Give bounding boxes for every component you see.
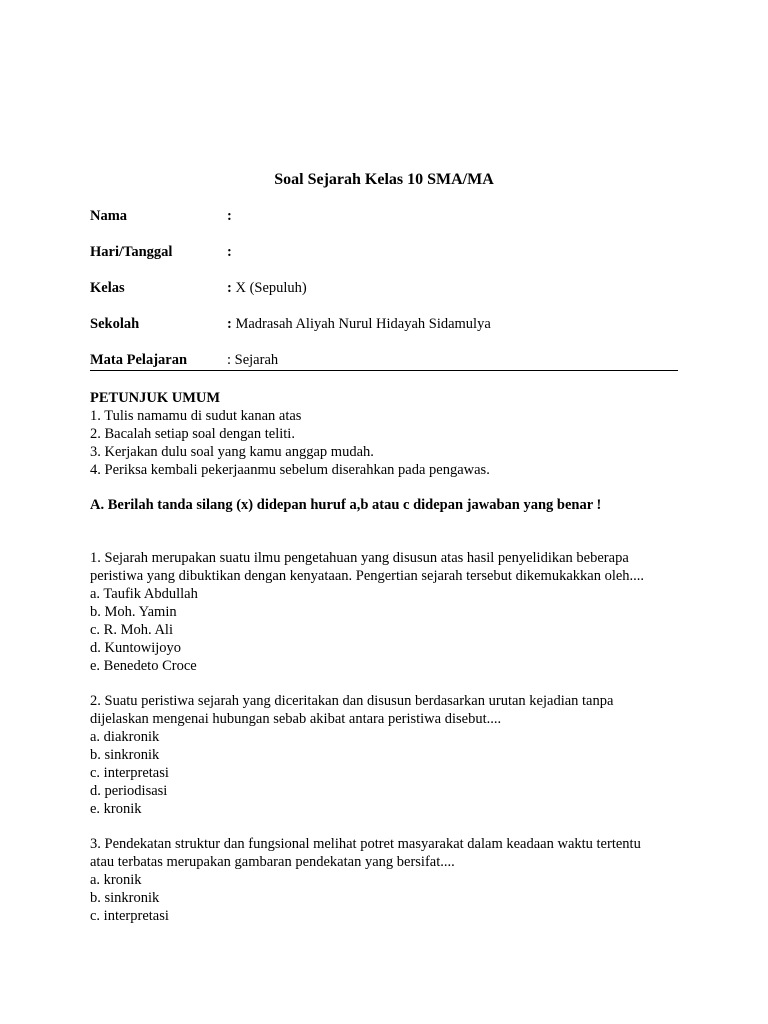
identity-row-nama xyxy=(90,206,680,226)
answer-option: e. Benedeto Croce xyxy=(90,658,197,674)
answer-option: b. sinkronik xyxy=(90,890,160,906)
kelas-value xyxy=(227,278,307,298)
instruction-item: 1. Tulis namamu di sudut kanan atas xyxy=(90,408,302,424)
question-text: peristiwa yang dibuktikan dengan kenyataan. Pengertian sejarah tersebut dikemukakkan oleh.... xyxy=(90,568,645,584)
kelas-text: X (Sepuluh) xyxy=(231,280,307,296)
instruction-item: 2. Bacalah setiap soal dengan teliti. xyxy=(90,426,295,442)
nama-label: Nama xyxy=(90,208,128,224)
tanggal-colon: : xyxy=(227,244,232,260)
tanggal-label: Hari/Tanggal xyxy=(90,244,173,260)
instruction-item: 4. Periksa kembali pekerjaanmu sebelum diserahkan pada pengawas. xyxy=(90,462,490,478)
answer-option: b. Moh. Yamin xyxy=(90,604,177,620)
answer-option: a. diakronik xyxy=(90,729,160,745)
question-text: 3. Pendekatan struktur dan fungsional melihat potret masyarakat dalam keadaan waktu tertentu xyxy=(90,836,641,852)
identity-row-sekolah xyxy=(90,314,680,334)
answer-option: c. interpretasi xyxy=(90,908,169,924)
answer-option: d. periodisasi xyxy=(90,783,168,799)
sekolah-value xyxy=(227,314,491,334)
question-text: 2. Suatu peristiwa sejarah yang diceritakan dan disusun berdasarkan urutan kejadian tanpa xyxy=(90,693,614,709)
mapel-label: Mata Pelajaran xyxy=(90,352,188,368)
instruction-item: 3. Kerjakan dulu soal yang kamu anggap mudah. xyxy=(90,444,374,460)
kelas-colon: : xyxy=(227,280,232,296)
sekolah-colon: : xyxy=(227,316,232,332)
header-divider xyxy=(90,370,678,371)
answer-option: c. interpretasi xyxy=(90,765,169,781)
answer-option: a. kronik xyxy=(90,872,142,888)
mapel-value: : Sejarah xyxy=(227,352,279,368)
identity-row-mapel xyxy=(90,350,680,370)
answer-option: b. sinkronik xyxy=(90,747,160,763)
tanggal-value xyxy=(227,242,232,262)
question-3 xyxy=(90,835,680,925)
question-text: atau terbatas merupakan gambaran pendekatan yang bersifat.... xyxy=(90,854,455,870)
nama-colon: : xyxy=(227,208,232,224)
section-a-heading: A. Berilah tanda silang (x) didepan huruf a,b atau c didepan jawaban yang benar ! xyxy=(90,497,602,513)
identity-row-tanggal xyxy=(90,242,680,262)
answer-option: c. R. Moh. Ali xyxy=(90,622,173,638)
answer-option: a. Taufik Abdullah xyxy=(90,586,198,602)
answer-option: d. Kuntowijoyo xyxy=(90,640,182,656)
question-1 xyxy=(90,549,680,675)
instructions-block xyxy=(90,389,680,479)
question-2 xyxy=(90,692,680,818)
question-text: dijelaskan mengenai hubungan sebab akibat antara peristiwa disebut.... xyxy=(90,711,502,727)
page-title: Soal Sejarah Kelas 10 SMA/MA xyxy=(274,171,494,188)
kelas-label: Kelas xyxy=(90,280,125,296)
identity-row-kelas xyxy=(90,278,680,298)
sekolah-label: Sekolah xyxy=(90,316,140,332)
instructions-heading: PETUNJUK UMUM xyxy=(90,390,221,406)
question-text: 1. Sejarah merupakan suatu ilmu pengetahuan yang disusun atas hasil penyelidikan beberapa xyxy=(90,550,629,566)
nama-value xyxy=(227,206,232,226)
sekolah-text: Madrasah Aliyah Nurul Hidayah Sidamulya xyxy=(231,316,491,332)
answer-option: e. kronik xyxy=(90,801,142,817)
